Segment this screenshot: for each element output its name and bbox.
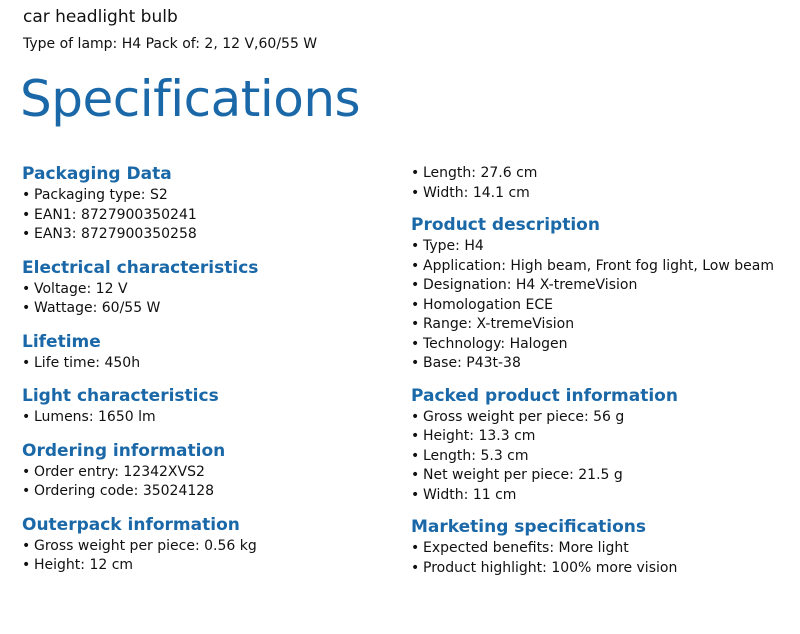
spec-item: • Lumens: 1650 lm: [22, 408, 392, 428]
spec-item: • Length: 27.6 cm: [411, 164, 791, 184]
product-name: car headlight bulb: [23, 7, 178, 27]
spec-item: • Ordering code: 35024128: [22, 482, 392, 502]
spec-item: • Life time: 450h: [22, 354, 392, 374]
spec-item: • Order entry: 12342XVS2: [22, 463, 392, 483]
spec-list: [22, 280, 392, 319]
spec-item: • EAN1: 8727900350241: [22, 206, 392, 226]
spec-item: • Homologation ECE: [411, 296, 791, 316]
spec-item: • Wattage: 60/55 W: [22, 299, 392, 319]
spec-item: • Gross weight per piece: 0.56 kg: [22, 537, 392, 557]
spec-item: • Type: H4: [411, 237, 791, 257]
spec-list: [22, 537, 392, 576]
section-packed-product-information: [411, 384, 791, 506]
spec-item: • Width: 11 cm: [411, 486, 791, 506]
spec-item: • Height: 13.3 cm: [411, 427, 791, 447]
section-outerpack-information: [22, 513, 392, 576]
spec-item: • Base: P43t-38: [411, 354, 791, 374]
section-title: Packaging Data: [22, 164, 172, 184]
section-title: Light characteristics: [22, 386, 219, 406]
section-title: Outerpack information: [22, 514, 240, 535]
section-title: Marketing specifications: [411, 517, 647, 537]
section-outerpack-continued: [411, 164, 791, 203]
spec-list: [22, 186, 392, 245]
section-title: Lifetime: [22, 331, 101, 352]
section-title: Ordering information: [22, 440, 226, 461]
left-column: [22, 162, 392, 576]
spec-item: • Application: High beam, Front fog light, Low beam: [411, 257, 791, 277]
spec-item: • Range: X-tremeVision: [411, 315, 791, 335]
spec-item: • Packaging type: S2: [22, 186, 392, 206]
page-title: Specifications: [20, 70, 361, 128]
spec-list: [411, 408, 791, 506]
spec-item: • Length: 5.3 cm: [411, 447, 791, 467]
section-lifetime: [22, 330, 392, 374]
section-marketing-specifications: [411, 515, 791, 578]
spec-item: • Product highlight: 100% more vision: [411, 559, 791, 579]
spec-list: [22, 408, 392, 428]
section-title: Electrical characteristics: [22, 257, 259, 278]
spec-list: [411, 539, 791, 578]
section-electrical-characteristics: [22, 256, 392, 319]
spec-list: [22, 463, 392, 502]
spec-item: • Voltage: 12 V: [22, 280, 392, 300]
spec-item: • Designation: H4 X-tremeVision: [411, 276, 791, 296]
right-column: [411, 164, 791, 578]
product-details: Type of lamp: H4 Pack of: 2, 12 V,60/55 W: [23, 36, 318, 52]
spec-list: [22, 354, 392, 374]
spec-item: • Gross weight per piece: 56 g: [411, 408, 791, 428]
spec-item: • Expected benefits: More light: [411, 539, 791, 559]
spec-list: [411, 237, 791, 374]
section-title: Packed product information: [411, 385, 678, 406]
section-title: Product description: [411, 215, 600, 235]
spec-item: • Net weight per piece: 21.5 g: [411, 466, 791, 486]
section-product-description: [411, 213, 791, 374]
section-packaging-data: [22, 162, 392, 245]
section-ordering-information: [22, 439, 392, 502]
spec-item: • Width: 14.1 cm: [411, 184, 791, 204]
spec-item: • Height: 12 cm: [22, 556, 392, 576]
spec-item: • Technology: Halogen: [411, 335, 791, 355]
section-light-characteristics: [22, 384, 392, 428]
spec-item: • EAN3: 8727900350258: [22, 225, 392, 245]
spec-list: [411, 164, 791, 203]
